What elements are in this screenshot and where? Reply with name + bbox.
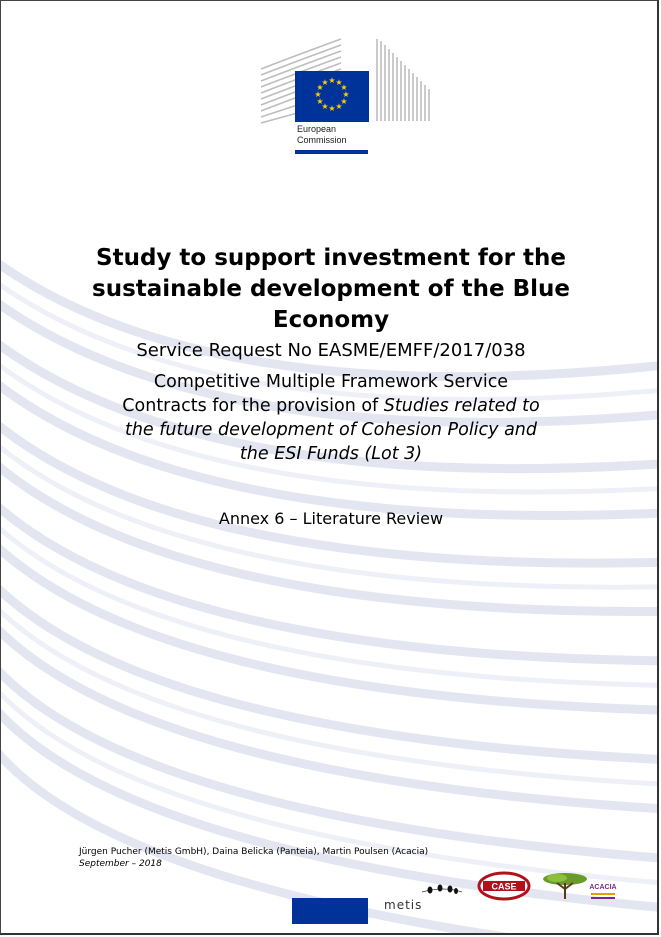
ec-logo-line2: Commission [297, 135, 347, 145]
svg-text:★: ★ [342, 90, 350, 99]
svg-text:★: ★ [316, 97, 324, 106]
ec-logo-text [297, 124, 347, 146]
case-logo [477, 871, 531, 901]
contract-line-2-italic: Studies related to [383, 396, 540, 416]
ec-logo-line1: European [297, 124, 337, 134]
document-title [41, 243, 621, 336]
publication-date: September – 2018 [79, 859, 162, 869]
ec-logo-underline [295, 150, 368, 154]
svg-text:★: ★ [314, 90, 322, 99]
metis-logo-text: metis [384, 898, 423, 912]
eu-flag-logo [292, 898, 368, 924]
svg-text:★: ★ [340, 97, 348, 106]
svg-text:★: ★ [316, 83, 324, 92]
contract-line-4-italic: the ESI Funds (Lot 3) [239, 444, 423, 464]
contract-line-1: Competitive Multiple Framework Service [153, 372, 509, 392]
case-logo-text: CASE [491, 881, 517, 892]
svg-text:★: ★ [335, 102, 343, 111]
authors: Jürgen Pucher (Metis GmbH), Daina Belicka (Panteia), Martin Poulsen (Acacia) [79, 847, 429, 857]
svg-text:★: ★ [328, 76, 336, 85]
annex-title: Annex 6 – Literature Review [218, 509, 444, 528]
contract-line-2 [61, 394, 601, 418]
title-line-2: sustainable development of the Blue [92, 276, 570, 302]
svg-text:★: ★ [321, 102, 329, 111]
contract-line-3 [61, 418, 601, 442]
svg-text:★: ★ [335, 78, 343, 87]
contract-description [61, 370, 601, 466]
svg-text:★: ★ [340, 83, 348, 92]
contract-line-2-plain: Contracts for the provision of [122, 396, 384, 416]
title-line-1: Study to support investment for the [96, 245, 566, 271]
contract-line-4 [61, 442, 601, 466]
svg-text:★: ★ [328, 104, 336, 113]
service-request: Service Request No EASME/EMFF/2017/038 [136, 340, 526, 361]
acacia-logo [541, 869, 617, 905]
title-line-3: Economy [272, 307, 390, 333]
acacia-logo-text: ACACIA [589, 884, 617, 891]
contract-line-3-italic: the future development of Cohesion Policy and [124, 420, 538, 440]
svg-text:★: ★ [321, 78, 329, 87]
